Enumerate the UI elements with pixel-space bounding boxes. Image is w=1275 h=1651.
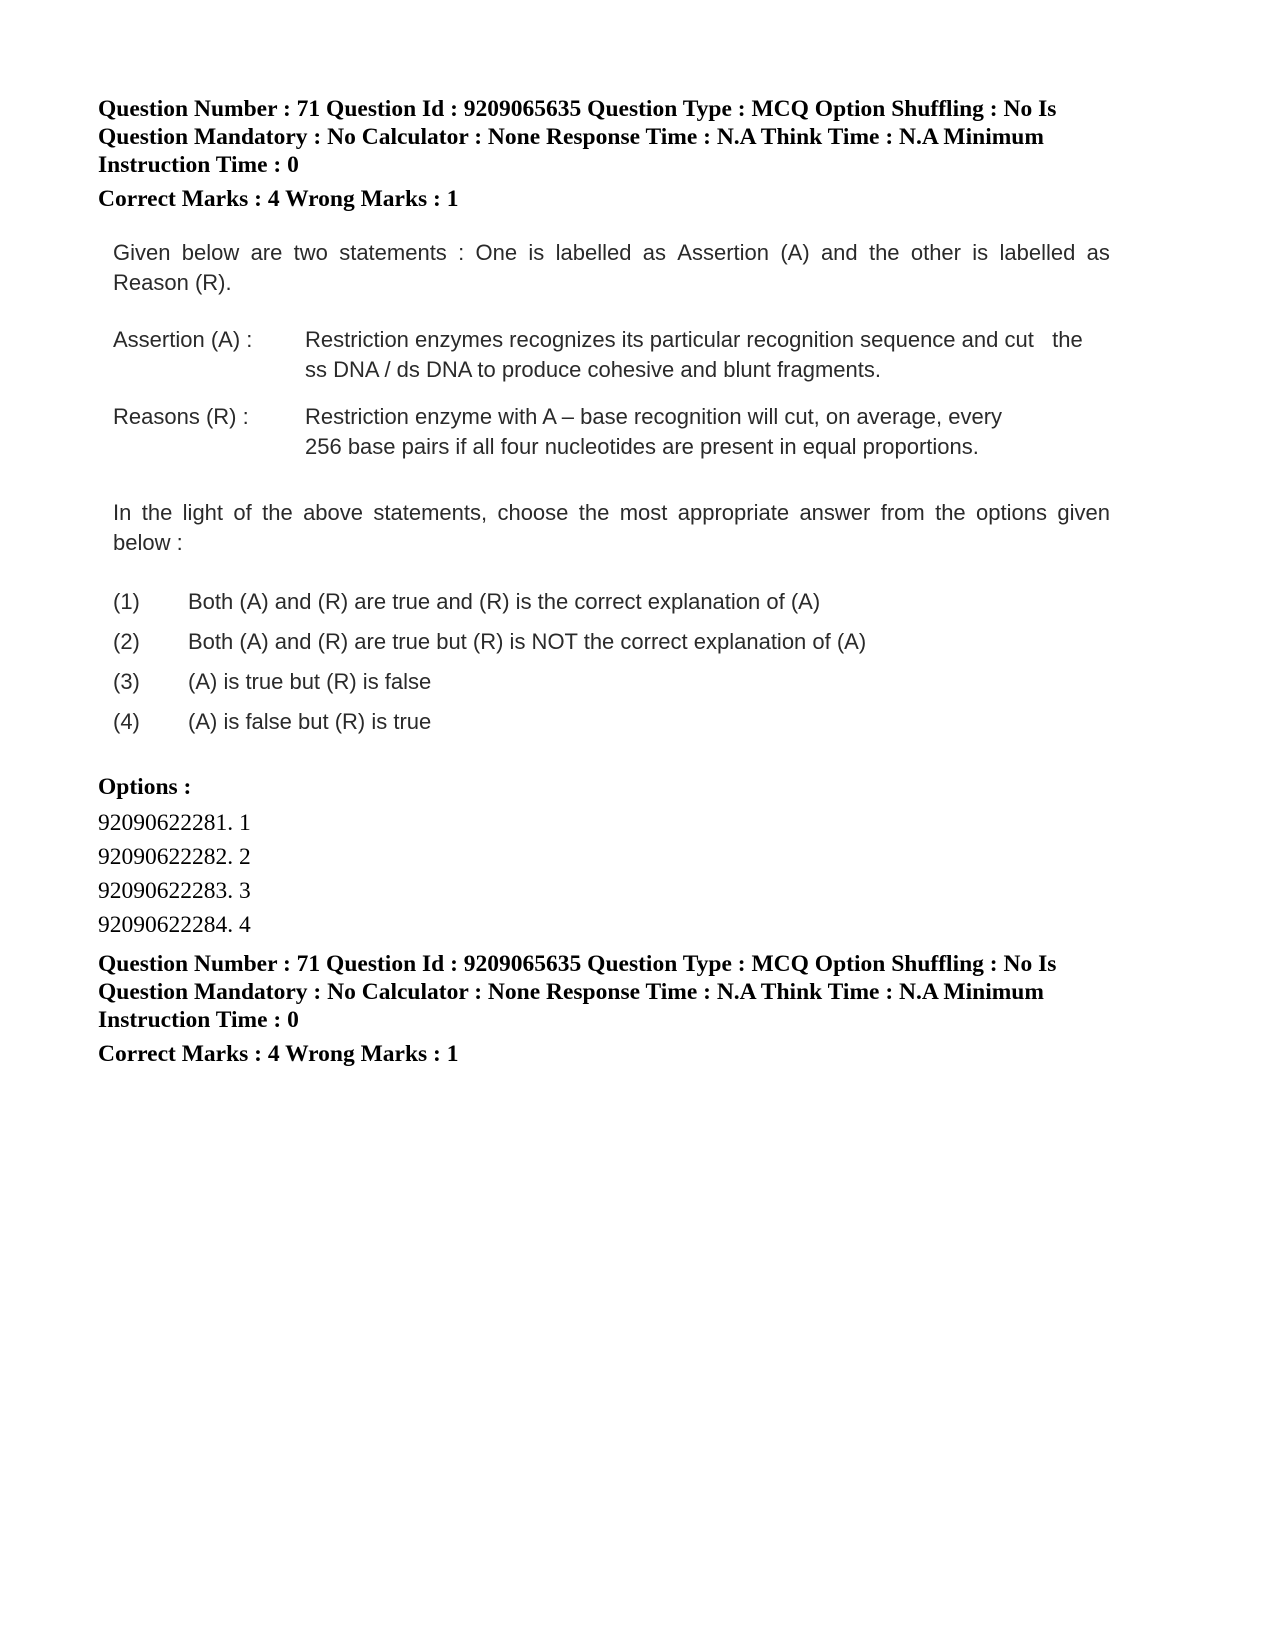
reason-line: Restriction enzyme with A – base recognition will cut, on average, every [305, 404, 1003, 429]
word: below [181, 240, 240, 265]
assertion-label: Assertion (A) : [113, 327, 253, 352]
prompt-line-1 [113, 498, 1110, 528]
word: other [910, 240, 961, 265]
word: from [880, 500, 925, 525]
word: the [262, 500, 293, 525]
assertion-text [305, 325, 1083, 385]
question-image [98, 230, 1128, 750]
metadata-line: Question Number : 71 Question Id : 9209065635 Question Type : MCQ Option Shuffling : No Is [98, 951, 1057, 977]
option-item: 92090622282. 2 [98, 844, 251, 870]
intro-line-1 [113, 238, 1110, 268]
word: light [182, 500, 224, 525]
word: the [578, 500, 610, 525]
metadata-line: Question Mandatory : No Calculator : None Response Time : N.A Think Time : N.A Minimum [98, 979, 1044, 1005]
word: most [619, 500, 668, 525]
choice-item [113, 627, 866, 657]
choice-text: (A) is false but (R) is true [188, 709, 432, 734]
word: and [820, 240, 858, 265]
choice-text: Both (A) and (R) are true but (R) is NOT the correct explanation of (A) [188, 629, 867, 654]
word: labelled [999, 240, 1076, 265]
reason-label: Reasons (R) : [113, 404, 249, 429]
metadata-line: Instruction Time : 0 [98, 152, 299, 178]
word: In [113, 500, 132, 525]
word: above [303, 500, 364, 525]
question-prompt [113, 498, 1113, 558]
reason-text [305, 402, 1002, 462]
word: : [458, 240, 465, 265]
word: the [868, 240, 900, 265]
word: given [1057, 500, 1110, 525]
choice-item [113, 587, 820, 617]
choice-number: (1) [113, 589, 140, 614]
options-heading: Options : [98, 774, 192, 800]
question-metadata-header [98, 95, 1128, 213]
word: statements, [373, 500, 488, 525]
choice-number: (2) [113, 629, 140, 654]
prompt-line-2: below : [113, 530, 183, 555]
options-list [98, 773, 251, 942]
word: answer [799, 500, 871, 525]
metadata-line: Question Number : 71 Question Id : 9209065635 Question Type : MCQ Option Shuffling : No Is [98, 96, 1057, 122]
word: Assertion [677, 240, 770, 265]
choice-item [113, 667, 431, 697]
word: options [976, 500, 1047, 525]
choice-number: (4) [113, 709, 140, 734]
word: choose [497, 500, 569, 525]
word: as [1086, 240, 1110, 265]
question-metadata-header [98, 950, 1128, 1068]
marks-line: Correct Marks : 4 Wrong Marks : 1 [98, 186, 459, 212]
option-item: 92090622283. 3 [98, 878, 251, 904]
option-item: 92090622281. 1 [98, 810, 251, 836]
word: statements [339, 240, 447, 265]
word: is [972, 240, 989, 265]
question-intro [113, 238, 1113, 298]
assertion-line: ss DNA / ds DNA to produce cohesive and blunt fragments. [305, 357, 881, 382]
word: are [250, 240, 283, 265]
marks-line: Correct Marks : 4 Wrong Marks : 1 [98, 1041, 459, 1067]
word: the [935, 500, 966, 525]
reason-line: 256 base pairs if all four nucleotides are present in equal proportions. [305, 434, 979, 459]
word: (A) [780, 240, 810, 265]
word: appropriate [677, 500, 790, 525]
word: the [141, 500, 173, 525]
choice-text: (A) is true but (R) is false [188, 669, 432, 694]
word: Given [113, 240, 171, 265]
word: One [475, 240, 518, 265]
word: is [528, 240, 545, 265]
word: labelled [555, 240, 632, 265]
assertion-line: Restriction enzymes recognizes its particular recognition sequence and cut the [305, 327, 1083, 352]
choice-text: Both (A) and (R) are true and (R) is the correct explanation of (A) [188, 589, 821, 614]
option-item: 92090622284. 4 [98, 912, 251, 938]
word: of [233, 500, 252, 525]
intro-line-2: Reason (R). [113, 270, 232, 295]
word: as [642, 240, 666, 265]
word: two [293, 240, 328, 265]
choice-number: (3) [113, 669, 140, 694]
metadata-line: Question Mandatory : No Calculator : None Response Time : N.A Think Time : N.A Minimum [98, 124, 1044, 150]
choice-item [113, 707, 431, 737]
metadata-line: Instruction Time : 0 [98, 1007, 299, 1033]
